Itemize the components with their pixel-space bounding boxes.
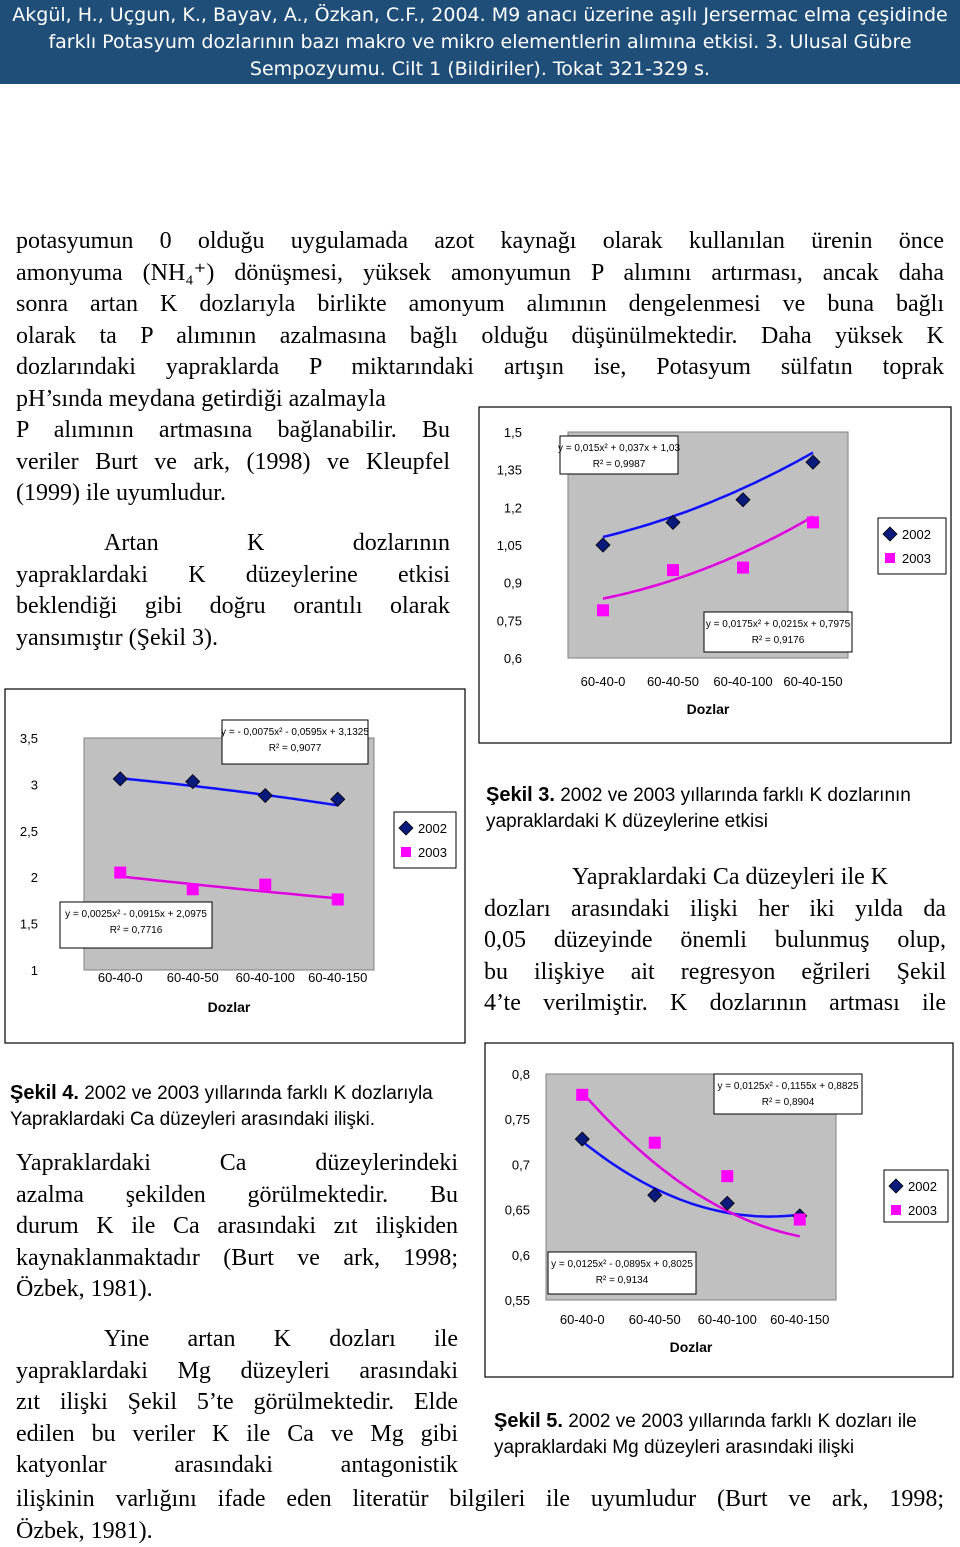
- data-point-2003: [259, 879, 271, 891]
- figure-3-caption-line-2: yapraklardaki K düzeylerine etkisi: [486, 811, 768, 832]
- figure-5-caption: [494, 1408, 954, 1461]
- text-line: Yine artan K dozları ile: [104, 1326, 458, 1352]
- data-point-2003: [597, 604, 609, 616]
- y-tick-label: 1,5: [19, 916, 38, 932]
- x-tick-label: 60-40-0: [580, 674, 626, 689]
- figure-4-caption-line-2: Yapraklardaki Ca düzeyleri arasındaki ilişki.: [10, 1109, 376, 1130]
- x-tick-label: 60-40-50: [646, 674, 700, 689]
- text-line: amonyuma (NH₄⁺) dönüşmesi, yüksek amonyumun P alımını artırması, ancak daha: [16, 259, 944, 286]
- r-squared-label: R² = 0,8904: [761, 1097, 815, 1108]
- figure-4-caption-line-1: 2002 ve 2003 yıllarında farklı K dozlarıyla: [84, 1083, 433, 1104]
- text-line: 4’te verilmiştir. K dozlarının artması ile: [484, 990, 946, 1016]
- data-point-2003: [737, 562, 749, 574]
- text-line: Özbek, 1981).: [16, 1276, 153, 1302]
- figure-4-caption: [10, 1080, 470, 1133]
- y-tick-label: 0,6: [503, 651, 522, 666]
- y-tick-label: 1,05: [496, 538, 522, 553]
- text-line: edilen bu veriler K ile Ca ve Mg gibi: [16, 1420, 458, 1447]
- citation-line-1: Akgül, H., Uçgun, K., Bayav, A., Özkan, C.F., 2004. M9 anacı üzerine aşılı Jersermac elma çeşidinde: [12, 4, 948, 26]
- text-line: Yapraklardaki Ca düzeylerindeki: [16, 1150, 458, 1176]
- text-line: 0,05 düzeyinde önemli bulunmuş olup,: [484, 927, 946, 953]
- r-squared-label: R² = 0,9077: [268, 743, 322, 754]
- x-tick-label: 60-40-100: [713, 674, 773, 689]
- legend-marker-2003: [885, 553, 895, 563]
- regression-equation: y = 0,0125x² - 0,1155x + 0,8825: [717, 1081, 859, 1092]
- legend-label: 2002: [908, 1179, 937, 1194]
- paragraph-3: [484, 862, 946, 1020]
- text-line: dozlarındaki yapraklarda P miktarındaki artışın ise, Potasyum sülfatın toprak: [16, 354, 944, 380]
- x-axis-label: Dozlar: [669, 1339, 713, 1355]
- regression-equation: y = - 0,0075x² - 0,0595x + 3,1325: [221, 727, 369, 738]
- figure-5-chart: [484, 1042, 954, 1378]
- text-line: durum K ile Ca arasındaki zıt ilişkiden: [16, 1213, 458, 1239]
- y-tick-label: 0,65: [504, 1202, 530, 1218]
- y-tick-label: 3: [30, 777, 38, 793]
- y-tick-label: 0,75: [504, 1112, 530, 1128]
- paragraph-4: [16, 1148, 458, 1306]
- y-tick-label: 1: [30, 963, 38, 978]
- y-tick-label: 2: [30, 870, 38, 886]
- y-tick-label: 0,6: [511, 1247, 530, 1263]
- x-tick-label: 60-40-50: [166, 970, 219, 985]
- data-point-2003: [649, 1137, 661, 1149]
- paragraph-6: [16, 1484, 944, 1547]
- x-tick-label: 60-40-0: [559, 1312, 605, 1327]
- equation-box: [704, 612, 852, 652]
- data-point-2003: [807, 516, 819, 528]
- y-tick-label: 0,7: [511, 1157, 530, 1173]
- figure-3-label: Şekil 3.: [486, 784, 555, 806]
- y-tick-label: 1,35: [496, 462, 522, 478]
- regression-equation: y = 0,0025x² - 0,0915x + 2,0975: [65, 909, 207, 920]
- y-tick-label: 2,5: [19, 823, 38, 839]
- figure-3-chart: [478, 406, 952, 744]
- y-tick-label: 1,5: [503, 425, 522, 440]
- citation-line-3: Sempozyumu. Cilt 1 (Bildiriler). Tokat 321-329 s.: [249, 58, 711, 80]
- regression-equation: y = 0,015x² + 0,037x + 1,03: [557, 443, 681, 454]
- data-point-2003: [794, 1214, 806, 1226]
- text-line: yansımıştır (Şekil 3).: [16, 624, 218, 651]
- text-line: veriler Burt ve ark, (1998) ve Kleupfel: [16, 448, 450, 475]
- legend-label: 2003: [902, 551, 931, 566]
- x-axis-label: Dozlar: [207, 999, 251, 1015]
- x-tick-label: 60-40-150: [770, 1312, 830, 1327]
- text-line: olarak ta P alımının azalmasına bağlı olduğu düşünülmektedir. Daha yüksek K: [16, 322, 944, 349]
- x-tick-label: 60-40-100: [697, 1312, 757, 1327]
- regression-equation: y = 0,0175x² + 0,0215x + 0,7975: [705, 619, 851, 630]
- x-tick-label: 60-40-150: [783, 674, 843, 689]
- text-line: sonra artan K dozlarıyla birlikte amonyum alımının dengelenmesi ve buna bağlı: [16, 291, 944, 317]
- data-point-2003: [332, 893, 344, 905]
- text-line: pH’sında meydana getirdiği azalmayla: [16, 385, 386, 412]
- y-tick-label: 0,9: [503, 575, 522, 591]
- r-squared-label: R² = 0,7716: [109, 925, 163, 936]
- y-tick-label: 0,8: [511, 1067, 530, 1082]
- legend-label: 2003: [908, 1203, 937, 1218]
- text-line: ilişkinin varlığını ifade eden literatür bilgileri ile uyumludur (Burt ve ark, 1998;: [16, 1486, 944, 1512]
- legend-label: 2002: [418, 821, 447, 836]
- text-line: kaynaklanmaktadır (Burt ve ark, 1998;: [16, 1244, 458, 1271]
- data-point-2003: [114, 867, 126, 879]
- figure-4-label: Şekil 4.: [10, 1082, 79, 1104]
- data-point-2003: [667, 564, 679, 576]
- figure-4-chart: [4, 688, 466, 1044]
- text-line: azalma şekilden görülmektedir. Bu: [16, 1181, 458, 1208]
- data-point-2003: [187, 883, 199, 895]
- legend-marker-2003: [891, 1205, 901, 1215]
- paragraph-5: [16, 1324, 458, 1482]
- legend-label: 2002: [902, 527, 931, 542]
- y-tick-label: 1,2: [503, 500, 522, 516]
- figure-3-caption: [486, 782, 946, 835]
- text-line: Özbek, 1981).: [16, 1517, 153, 1544]
- text-line: dozları arasındaki ilişki her iki yılda da: [484, 895, 946, 922]
- citation-header: [0, 0, 960, 84]
- x-tick-label: 60-40-0: [97, 970, 143, 985]
- r-squared-label: R² = 0,9176: [751, 635, 805, 646]
- regression-equation: y = 0,0125x² - 0,0895x + 0,8025: [551, 1259, 693, 1270]
- y-tick-label: 0,75: [496, 613, 522, 629]
- text-line: P alımının artmasına bağlanabilir. Bu: [16, 417, 450, 443]
- y-tick-label: 0,55: [504, 1293, 530, 1308]
- equation-box: [714, 1074, 862, 1114]
- text-line: zıt ilişki Şekil 5’te görülmektedir. Elde: [16, 1389, 458, 1415]
- figure-3-caption-line-1: 2002 ve 2003 yıllarında farklı K dozlarının: [560, 785, 911, 806]
- text-line: Yapraklardaki Ca düzeyleri ile K: [572, 864, 889, 890]
- text-line: (1999) ile uyumludur.: [16, 480, 226, 506]
- figure-5-caption-line-1: 2002 ve 2003 yıllarında farklı K dozları ile: [568, 1411, 917, 1432]
- x-tick-label: 60-40-100: [235, 970, 295, 985]
- text-line: katyonlar arasındaki antagonistik: [16, 1452, 458, 1478]
- data-point-2003: [721, 1170, 733, 1182]
- legend-marker-2003: [401, 847, 411, 857]
- paragraph-2: [16, 528, 450, 654]
- text-line: beklendiği gibi doğru orantılı olarak: [16, 593, 450, 619]
- x-tick-label: 60-40-50: [628, 1312, 681, 1327]
- x-axis-label: Dozlar: [686, 701, 730, 717]
- legend-label: 2003: [418, 845, 447, 860]
- text-line: bu ilişkiye ait regresyon eğrileri Şekil: [484, 958, 946, 985]
- figure-5-label: Şekil 5.: [494, 1410, 563, 1432]
- r-squared-label: R² = 0,9987: [592, 459, 646, 470]
- y-tick-label: 3,5: [19, 731, 38, 746]
- text-line: yapraklardaki Mg düzeyleri arasındaki: [16, 1357, 458, 1384]
- paragraph-1-cont: [16, 415, 450, 510]
- text-line: Artan K dozlarının: [104, 530, 450, 556]
- text-line: yapraklardaki K düzeylerine etkisi: [16, 561, 450, 588]
- x-tick-label: 60-40-150: [308, 970, 368, 985]
- paragraph-1: [16, 226, 944, 415]
- text-line: potasyumun 0 olduğu uygulamada azot kaynağı olarak kullanılan ürenin önce: [16, 228, 944, 254]
- citation-line-2: farklı Potasyum dozlarının bazı makro ve mikro elementlerin alımına etkisi. 3. Ulusal Gübre: [48, 31, 912, 53]
- data-point-2003: [576, 1089, 588, 1101]
- figure-5-caption-line-2: yapraklardaki Mg düzeyleri arasındaki ilişki: [494, 1437, 855, 1458]
- r-squared-label: R² = 0,9134: [595, 1275, 649, 1286]
